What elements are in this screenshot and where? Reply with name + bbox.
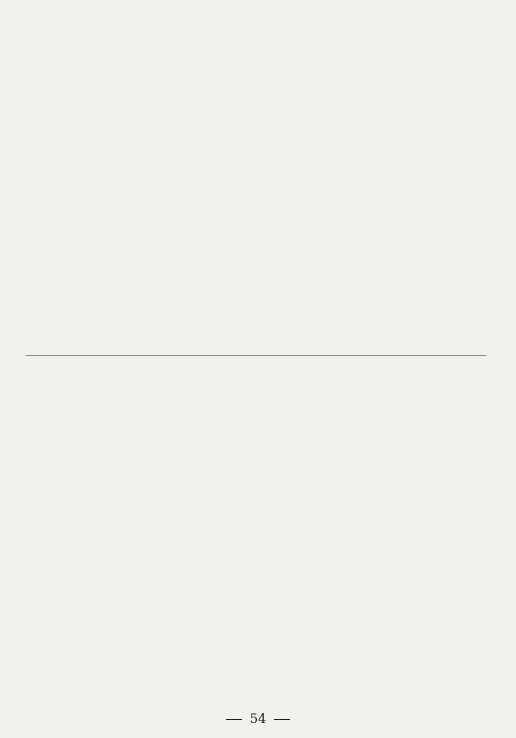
page-number-rule-right [274, 719, 290, 720]
section-divider [26, 355, 486, 356]
page-number: 54 [249, 712, 267, 727]
vertical-text-body [22, 20, 488, 700]
page-number-footer [0, 712, 516, 727]
page-number-rule-left [226, 719, 242, 720]
